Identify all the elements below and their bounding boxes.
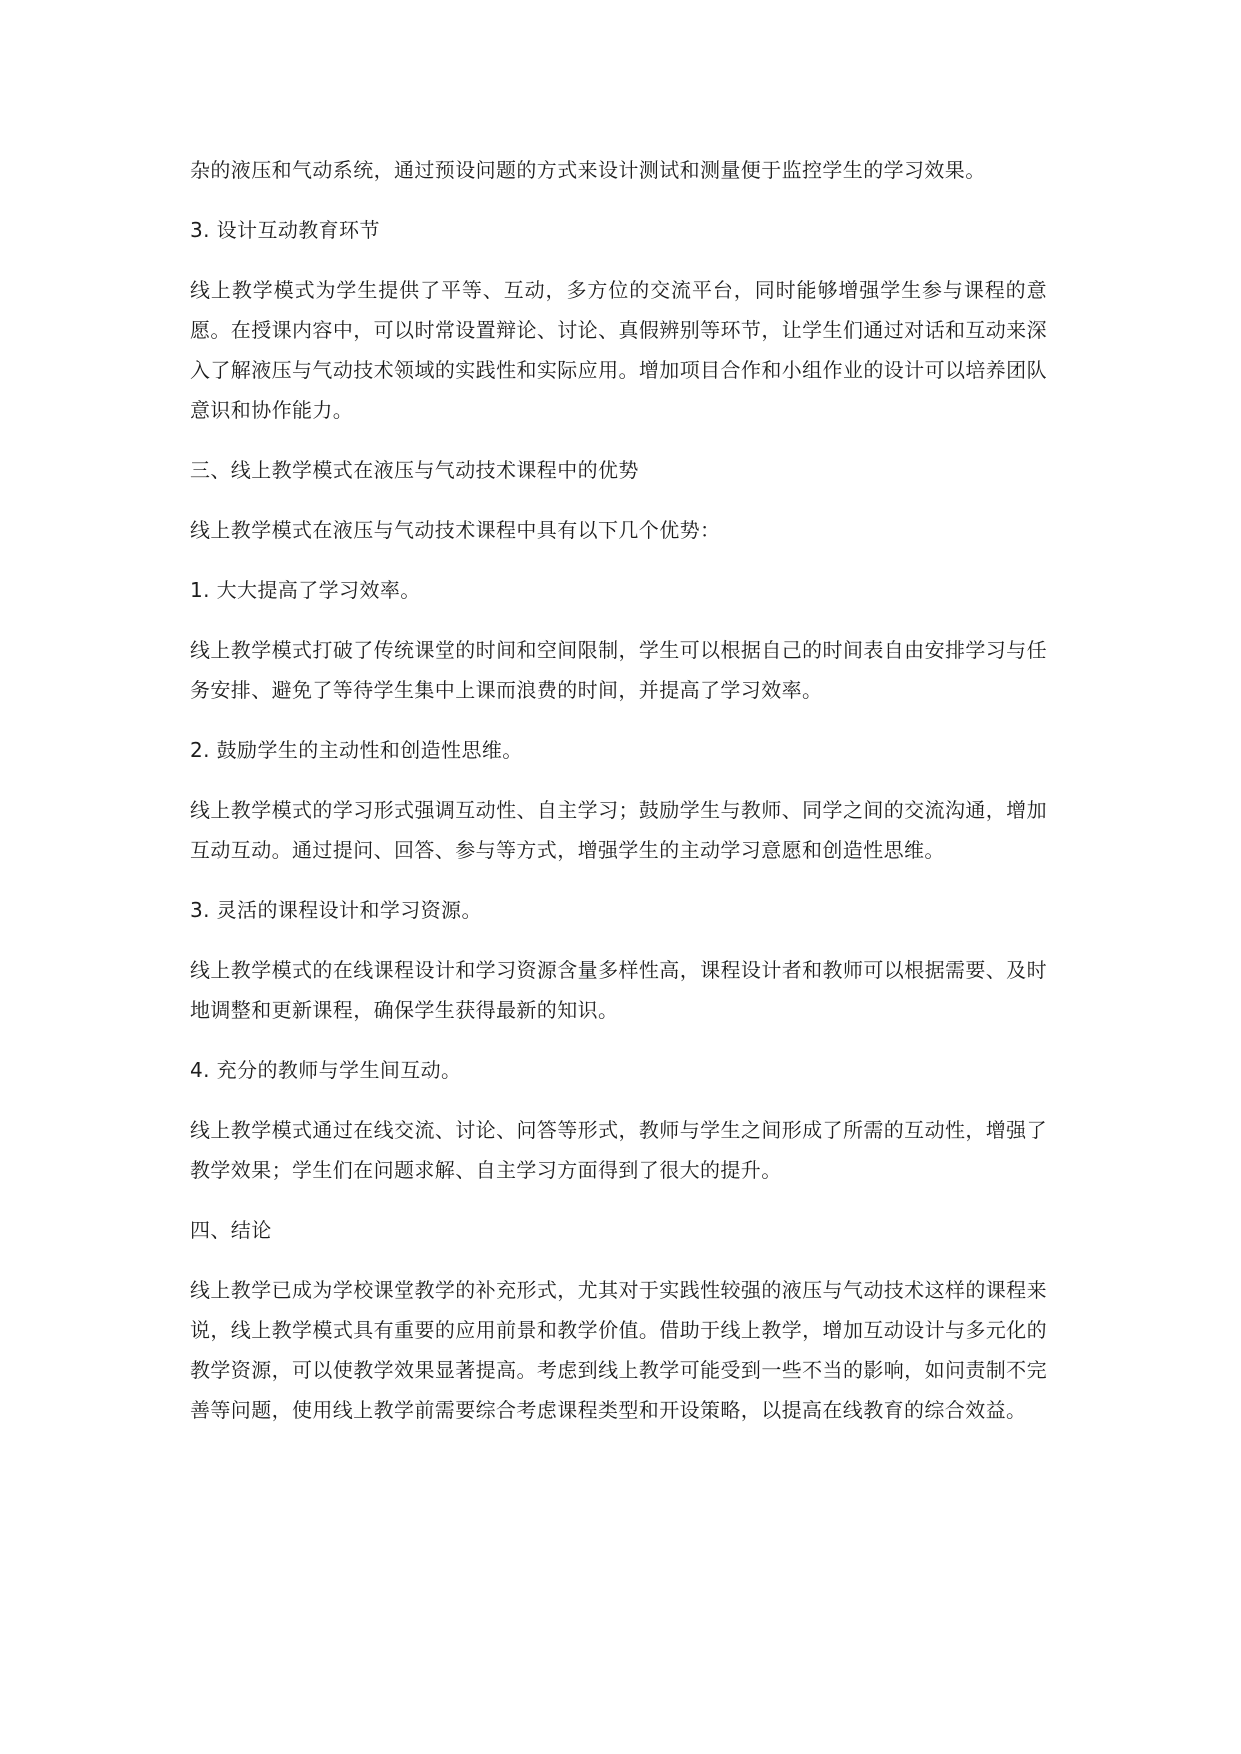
paragraph-initiative: 线上教学模式的学习形式强调互动性、自主学习；鼓励学生与教师、同学之间的交流沟通，增加互动互动。通过提问、回答、参与等方式，增强学生的主动学习意愿和创造性思维。 xyxy=(190,798,1047,862)
subheading-efficiency: 1. 大大提高了学习效率。 xyxy=(190,578,421,602)
subheading-flexible-design: 3. 灵活的课程设计和学习资源。 xyxy=(190,898,482,922)
paragraph-teacher-student: 线上教学模式通过在线交流、讨论、问答等形式，教师与学生之间形成了所需的互动性，增强了教学效果；学生们在问题求解、自主学习方面得到了很大的提升。 xyxy=(190,1118,1047,1182)
paragraph-continuation: 杂的液压和气动系统，通过预设问题的方式来设计测试和测量便于监控学生的学习效果。 xyxy=(190,158,986,182)
paragraph-conclusion: 线上教学已成为学校课堂教学的补充形式，尤其对于实践性较强的液压与气动技术这样的课程来说，线上教学模式具有重要的应用前景和教学价值。借助于线上教学，增加互动设计与多元化的教学资源，可以使教学效果显著提高。考虑到线上教学可能受到一些不当的影响，如问责制不完善等问题，使用线上教学前需要综合考虑课程类型和开设策略，以提高在线教育的综合效益。 xyxy=(190,1278,1047,1422)
paragraph-interaction: 线上教学模式为学生提供了平等、互动，多方位的交流平台，同时能够增强学生参与课程的意愿。在授课内容中，可以时常设置辩论、讨论、真假辨别等环节，让学生们通过对话和互动来深入了解液压与气动技术领域的实践性和实际应用。增加项目合作和小组作业的设计可以培养团队意识和协作能力。 xyxy=(190,278,1047,422)
paragraph-flexible-design: 线上教学模式的在线课程设计和学习资源含量多样性高，课程设计者和教师可以根据需要、及时地调整和更新课程，确保学生获得最新的知识。 xyxy=(190,958,1047,1022)
paragraph-efficiency: 线上教学模式打破了传统课堂的时间和空间限制，学生可以根据自己的时间表自由安排学习与任务安排、避免了等待学生集中上课而浪费的时间，并提高了学习效率。 xyxy=(190,638,1047,702)
paragraph-advantages-intro: 线上教学模式在液压与气动技术课程中具有以下几个优势： xyxy=(190,518,721,542)
document-body xyxy=(190,150,1047,1450)
section-heading-advantages: 三、线上教学模式在液压与气动技术课程中的优势 xyxy=(190,458,639,482)
section-heading-conclusion: 四、结论 xyxy=(190,1218,272,1242)
subheading-initiative: 2. 鼓励学生的主动性和创造性思维。 xyxy=(190,738,523,762)
subheading-design-interaction: 3. 设计互动教育环节 xyxy=(190,218,380,242)
subheading-teacher-student: 4. 充分的教师与学生间互动。 xyxy=(190,1058,462,1082)
